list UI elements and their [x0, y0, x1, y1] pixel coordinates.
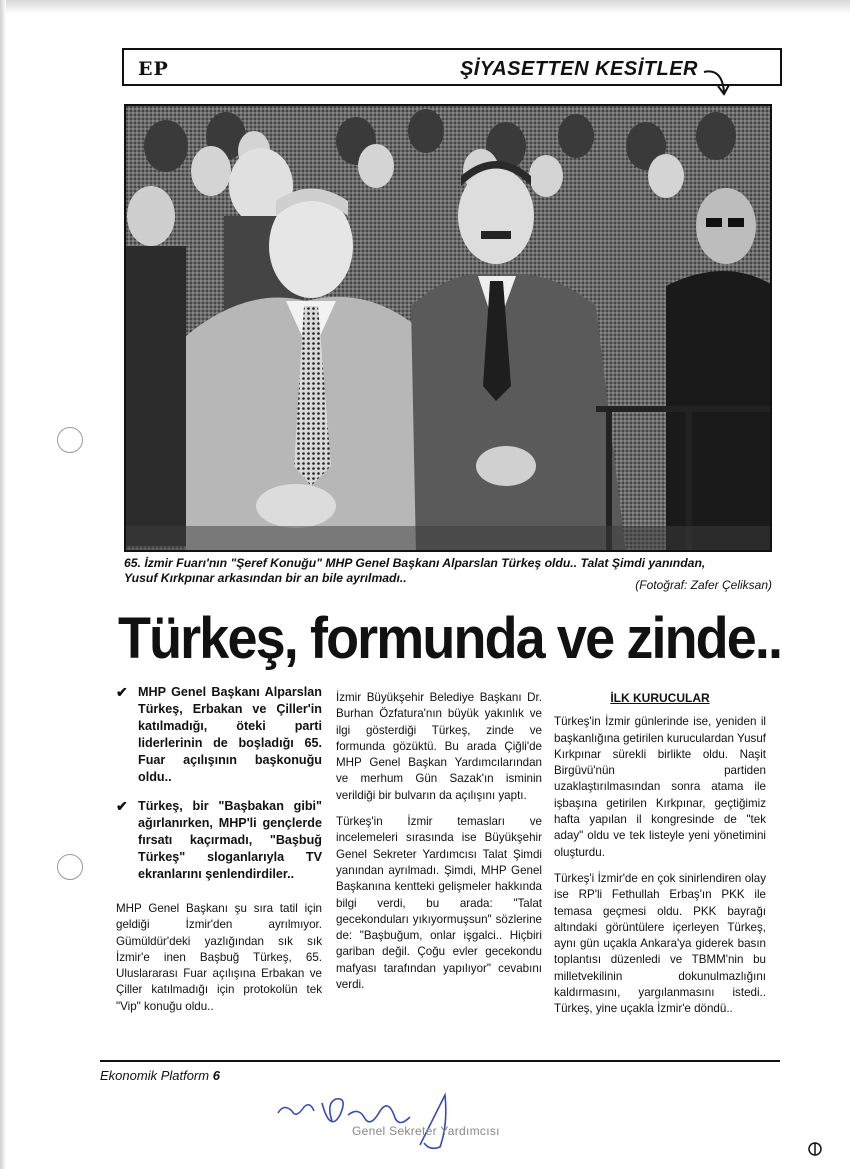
bullet-text: Türkeş, bir "Başbakan gibi" ağırlanırken, MHP'li gençlerde fırsatı kaçırmadı, "Başbuğ Türkeş" sloganlarıyla TV ekranlarını şenlendirdiler.. — [138, 799, 322, 881]
corner-mark-icon — [806, 1140, 824, 1158]
checkmark-icon: ✔ — [116, 684, 128, 700]
article-column-2 — [336, 690, 542, 1003]
paragraph: Türkeş'in İzmir temasları ve incelemeleri sırasında ise Büyükşehir Genel Sekreter Yardımcısı Talat Şimdi yanından ayrılmadı. Şimdi, MHP Genel Başkanına kentteki gelişmeler hakkında bilgi verdi, bu arada: "Talat gecekonduları yıkıyormuşsun" sözlerine de: "Başbuğum, onlar işgalci.. Hiçbiri garіban değil. Çoğu evler gecekondu mafyası tarafından yapılıyor" cevabını verdi. — [336, 815, 542, 992]
arrow-down-icon — [700, 58, 740, 98]
paragraph: Türkeş'i İzmir'de en çok sinirlendiren olay ise RP'li Fethullah Erbaş'ın PKK ile temasa geçmesi oldu. PKK bayrağı altındaki görüntülere içerleyen Türkeş, aynı gün uçakla Ankara'ya giderek basın toplantısı düzenledi ve TBMM'nin bu milletvekilinin dokunulmazlığını kaldırmasını, yargılanmasını istedi.. Türkeş, yine uçakla İzmir'e döndü.. — [554, 871, 766, 1016]
section-title: ŞİYASETTEN KESİTLER — [459, 58, 698, 80]
bullet-point — [116, 684, 322, 786]
logo: EP — [138, 58, 169, 80]
bullet-text: MHP Genel Başkanı Alparslan Türkeş, Erbakan ve Çiller'in katılmadığı, öteki parti liderlerinin de boşladığı 65. Fuar açılışının başkonuğu oldu.. — [138, 685, 322, 784]
article-column-1 — [116, 684, 322, 1025]
punch-hole — [57, 854, 83, 880]
handwritten-signature — [270, 1085, 530, 1155]
page-footer — [100, 1068, 220, 1083]
punch-hole — [57, 427, 83, 453]
stamp-text: Genel Sekreter Yardımcısı — [352, 1124, 500, 1138]
paragraph: Türkeş'in İzmir günlerinde ise, yeniden il başkanlığına getirilen kuruculardan Yusuf Kırkpınar sürekli birlikte oldu. Naşit Birgüvü'nün partiden uzaklaştırılmasından sonra atama ile işbaşına getirilen Kırkpınar, geçtiğimiz hafta yapılan il kongresinde de "tek aday" oldu ve tek listeyle yeni yönetimini oluşturdu. — [554, 715, 766, 859]
article-column-3 — [554, 690, 766, 1028]
checkmark-icon: ✔ — [116, 798, 128, 814]
page-edge — [0, 0, 850, 14]
publication-name: Ekonomik Platform — [100, 1068, 210, 1083]
page-edge-left — [0, 0, 6, 1169]
caption-line: Yusuf Kırkpınar arkasından bir an bile ayrılmadı.. — [124, 571, 407, 585]
divider — [100, 1060, 780, 1062]
paragraph: İzmir Büyükşehir Belediye Başkanı Dr. Burhan Özfatura'nın büyük yakınlık ve ilgi gösterdiği Türkeş, zinde ve formunda gözüktü. Bu arada Çiğli'de MHP Genel Başkan Yardımcılarından ve merhum Gün Sazak'ın isminin verildiği bir bulvarın da açılışını yaptı. — [336, 691, 542, 802]
bullet-point — [116, 798, 322, 883]
subheading: İLK KURUCULAR — [610, 691, 710, 705]
page-number: 6 — [212, 1068, 220, 1083]
headline: Türkeş, formunda ve zinde.. — [118, 606, 782, 671]
news-photo — [124, 104, 772, 552]
photo-credit: (Fotoğraf: Zafer Çeliksan) — [635, 578, 772, 592]
caption-line: 65. İzmir Fuarı'nın "Şeref Konuğu" MHP Genel Başkanı Alparslan Türkeş oldu.. Talat Şimdi yanından, — [124, 556, 706, 570]
paragraph: MHP Genel Başkanı şu sıra tatil için geldiği İzmir'den ayrılmıyor. Gümüldür'deki yazlığından sık sık İzmir'e inen Başbuğ Türkeş, 65. Uluslararası Fuar açılışına Erbakan ve Çiller katılmadığı için protokolün tek "Vip" konuğu oldu.. — [116, 902, 322, 1013]
section-header — [122, 48, 782, 86]
